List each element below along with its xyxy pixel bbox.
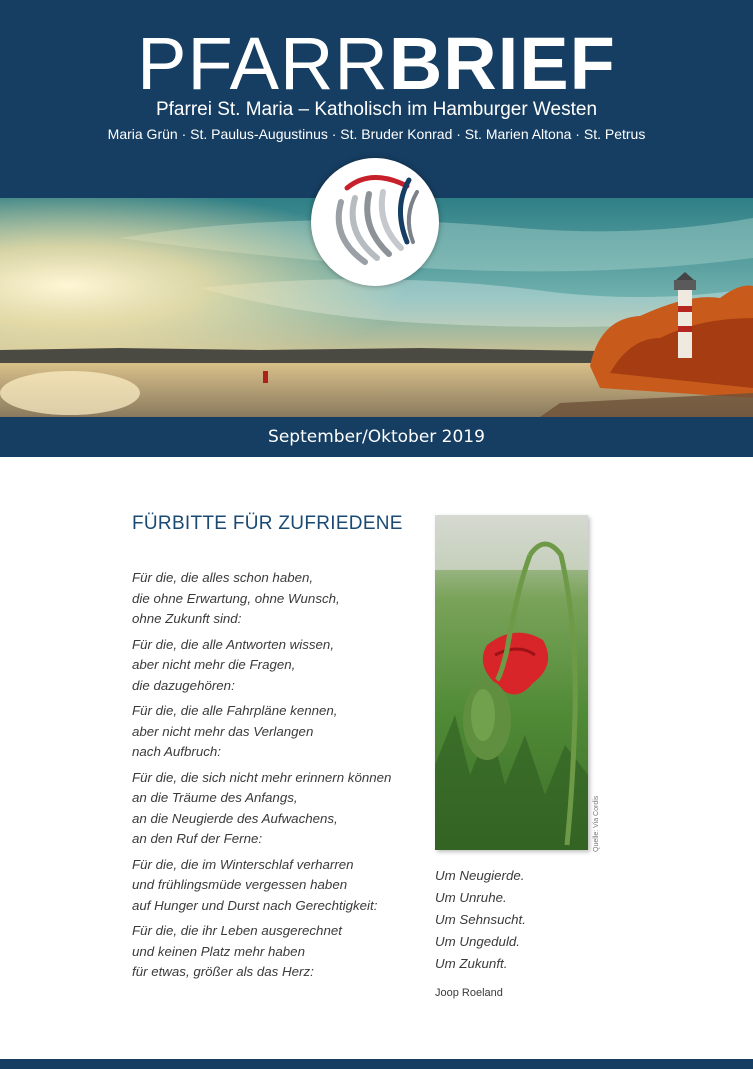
poem-line: an die Neugierde des Aufwachens, bbox=[132, 810, 338, 826]
poem-line: Für die, die ihr Leben ausgerechnet bbox=[132, 923, 342, 938]
parish-logo bbox=[311, 158, 439, 286]
image-credit: Quelle: Via Cordis bbox=[593, 795, 600, 852]
poem-stanza bbox=[132, 701, 432, 763]
poem-line: an die Träume des Anfangs, bbox=[132, 790, 298, 805]
closing-line: Um Neugierde. bbox=[435, 868, 525, 883]
church-list: Maria Grün · St. Paulus-Augustinus · St. Bruder Konrad · St. Marien Altona · St. Petrus bbox=[107, 126, 646, 142]
poem-line: Für die, die im Winterschlaf verharren bbox=[132, 856, 354, 872]
poem-line: Für die, die alles schon haben, bbox=[132, 570, 314, 585]
poem-line: aber nicht mehr die Fragen, bbox=[132, 657, 296, 672]
issue-band bbox=[0, 417, 753, 457]
poem-line: Für die, die alle Fahrpläne kennen, bbox=[132, 703, 338, 718]
article-heading: FÜRBITTE FÜR ZUFRIEDENE bbox=[132, 513, 403, 534]
poem-line: aber nicht mehr das Verlangen bbox=[132, 723, 314, 739]
poem-line: und keinen Platz mehr haben bbox=[132, 943, 305, 959]
poem-line: die ohne Erwartung, ohne Wunsch, bbox=[132, 590, 340, 606]
poem-line: ohne Zukunft sind: bbox=[132, 611, 242, 626]
title-light: PFARR bbox=[137, 22, 389, 105]
poem-line: die dazugehören: bbox=[132, 677, 235, 693]
parish-subtitle: Pfarrei St. Maria – Katholisch im Hamburger Westen bbox=[155, 99, 598, 120]
poem-closing bbox=[435, 865, 526, 975]
poem-line: für etwas, größer als das Herz: bbox=[132, 964, 314, 979]
issue-date: September/Oktober 2019 bbox=[268, 427, 485, 447]
poppy-photo bbox=[435, 515, 588, 850]
poem-line: auf Hunger und Durst nach Gerechtigkeit: bbox=[132, 897, 378, 913]
masthead-title bbox=[0, 22, 753, 106]
poem-stanza bbox=[132, 921, 432, 983]
closing-line: Um Unruhe. bbox=[435, 890, 507, 905]
closing-line: Um Ungeduld. bbox=[435, 934, 520, 949]
poem-stanza bbox=[132, 568, 432, 630]
footer-bar bbox=[0, 1059, 753, 1069]
poem bbox=[132, 568, 432, 988]
poem-stanza bbox=[132, 855, 432, 917]
poem-line: Für die, die sich nicht mehr erinnern können bbox=[132, 769, 392, 785]
closing-line: Um Sehnsucht. bbox=[435, 912, 526, 927]
poem-line: und frühlingsmüde vergessen haben bbox=[132, 877, 348, 892]
poem-author: Joop Roeland bbox=[435, 987, 503, 999]
poem-stanza bbox=[132, 635, 432, 697]
poem-line: an den Ruf der Ferne: bbox=[132, 831, 263, 846]
poem-stanza bbox=[132, 768, 432, 850]
closing-line: Um Zukunft. bbox=[435, 956, 508, 971]
poem-line: nach Aufbruch: bbox=[132, 744, 221, 759]
poem-line: Für die, die alle Antworten wissen, bbox=[132, 636, 335, 652]
title-bold: BRIEF bbox=[388, 22, 616, 105]
